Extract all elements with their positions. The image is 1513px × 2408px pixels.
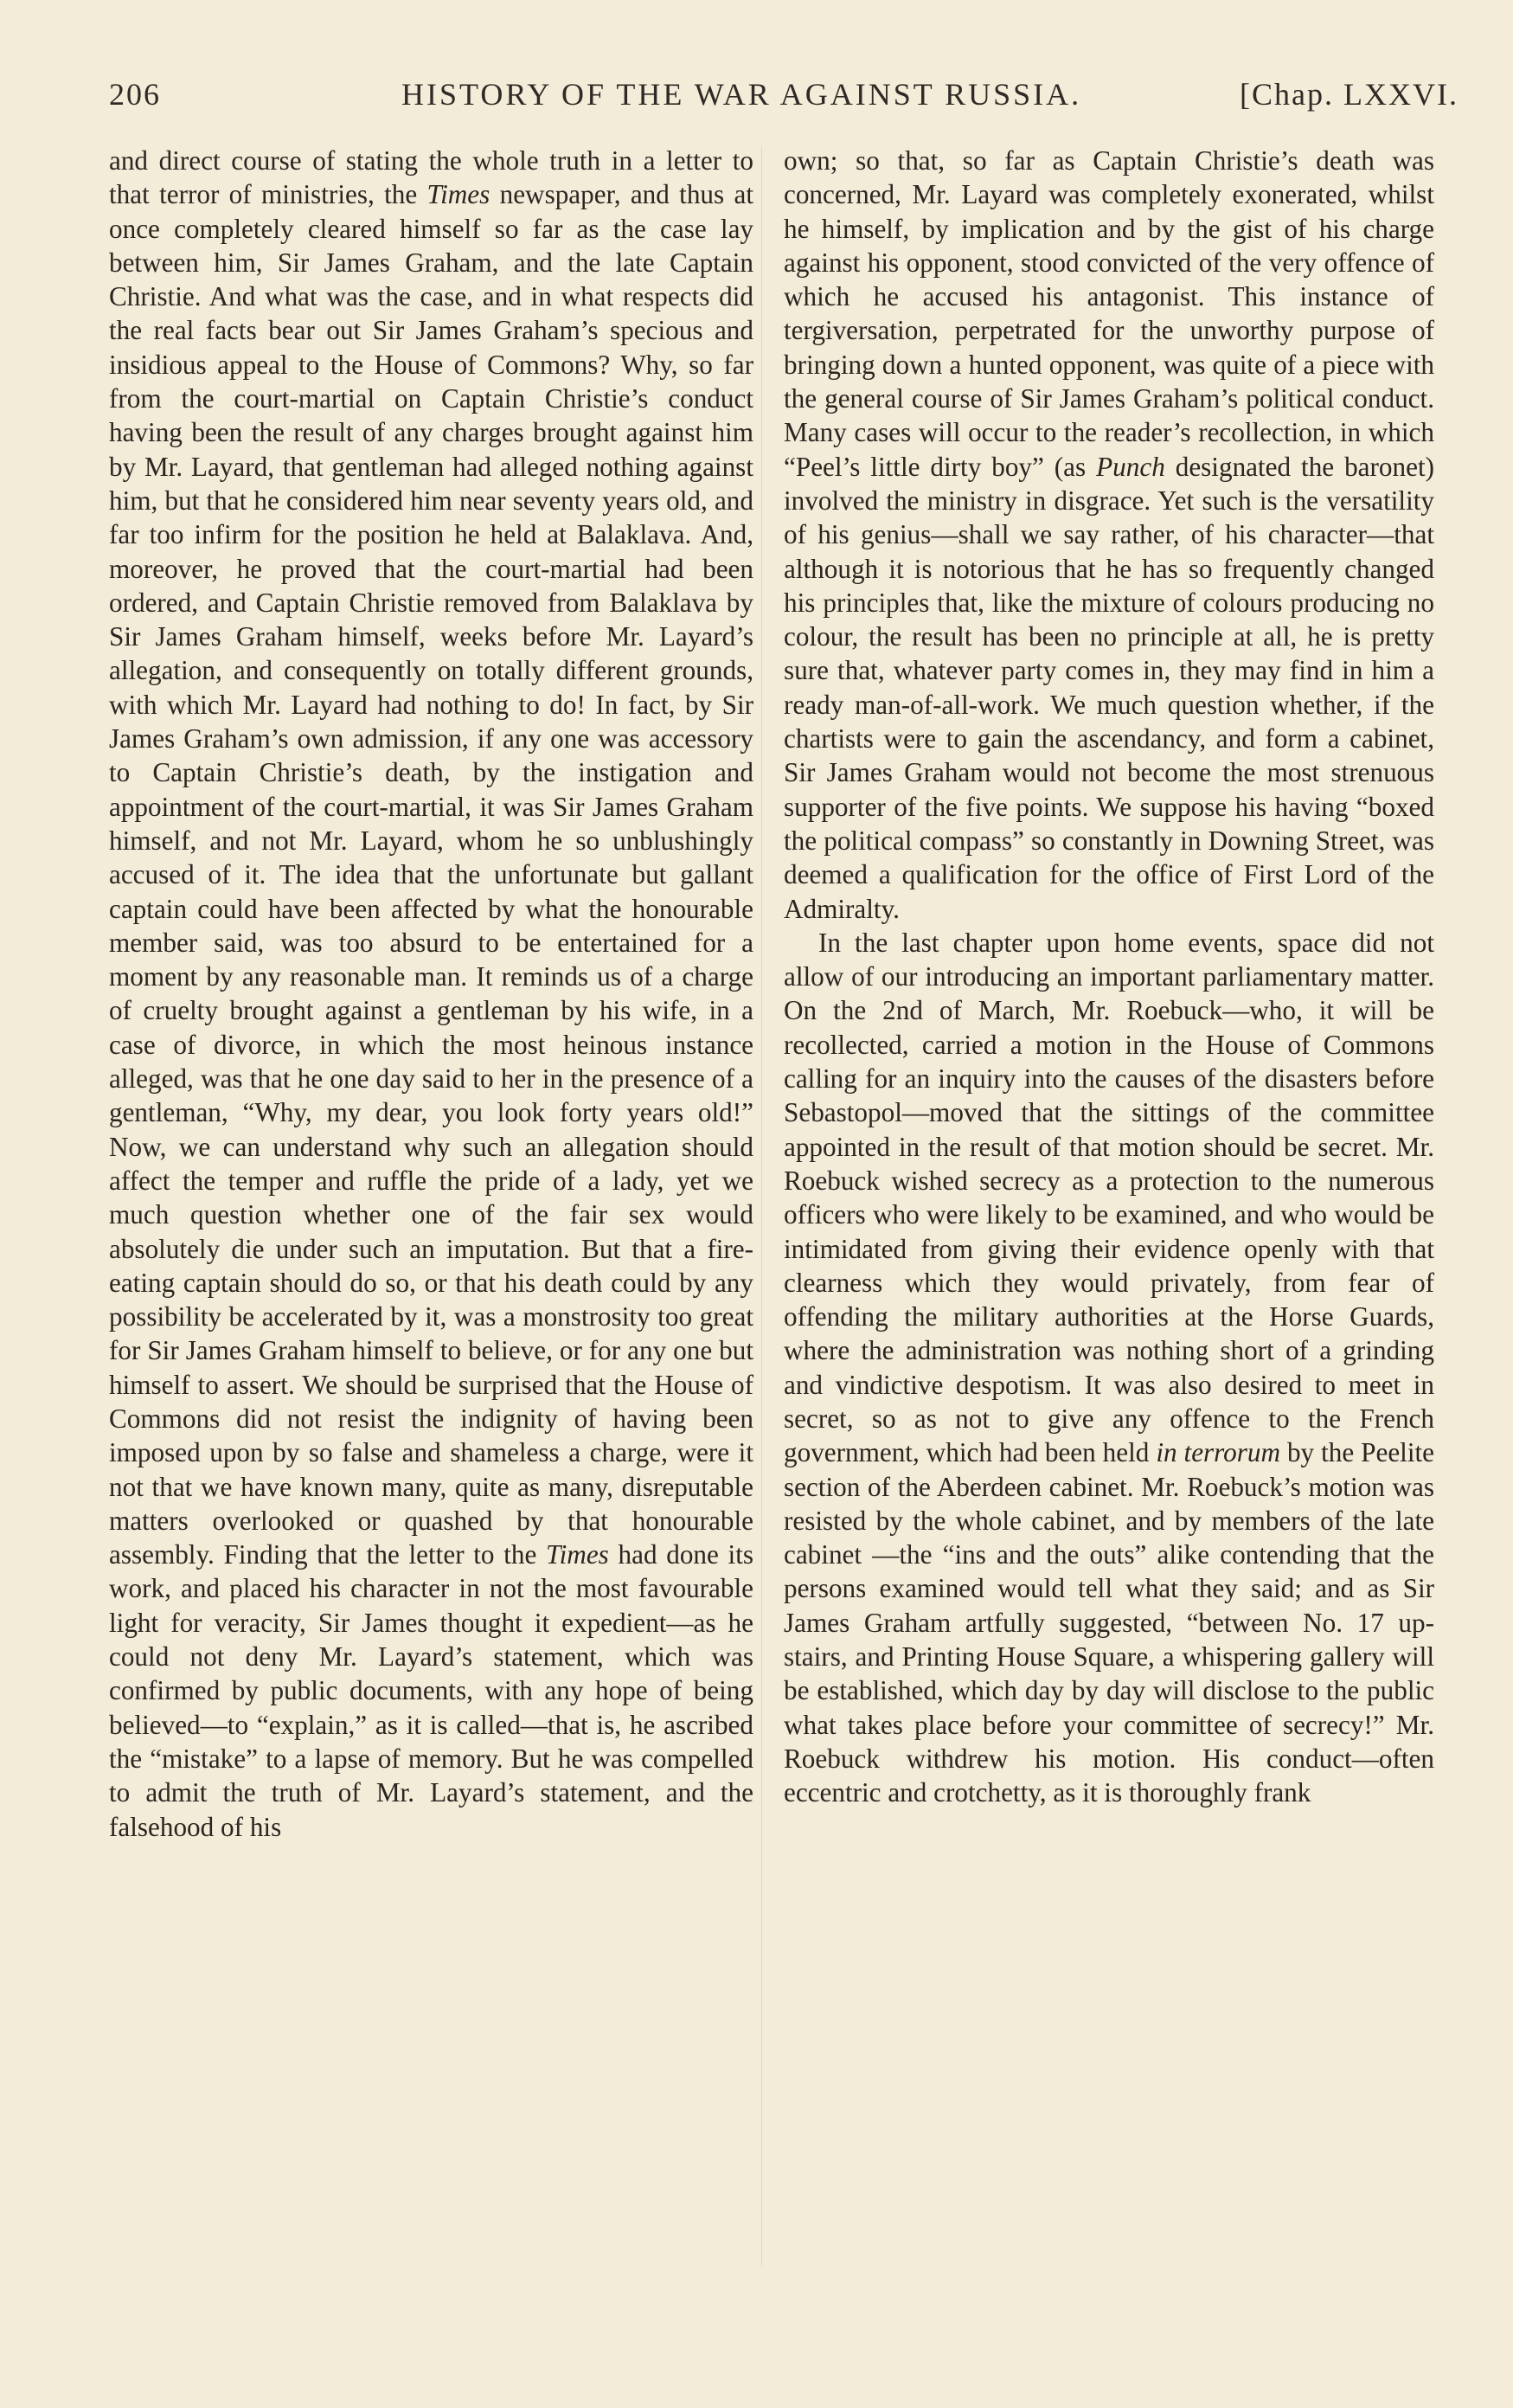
right-paragraph-2 [784,926,1434,1810]
text-run: newspaper, and thus at once completely cleared himself so far as the case lay between him, Sir James Graham, and the late Captain Christie. And what was the case, and in what respects did the real facts bear out Sir James Graham’s specious and insidious appeal to the House of Commons? Why, so far from the court-martial on Captain Christie’s conduct having been the result of any charges brought against him by Mr. Layard, that gentleman had alleged nothing against him, but that he considered him near seventy years old, and far too infirm for the position he held at Balaklava. And, moreover, he proved that the court-martial had been ordered, and Captain Christie removed from Balaklava by Sir James Graham himself, weeks before Mr. Layard’s allegation, and consequently on totally different grounds, with which Mr. Layard had nothing to do! In fact, by Sir James Graham’s own admission, if any one was accessory to Captain Christie’s death, by the instigation and appointment of the court-martial, it was Sir James Graham himself, and not Mr. Layard, whom he so unblushingly accused of it. The idea that the unfortunate but gallant captain could have been affected by what the honourable member said, was too absurd to be entertained for a moment by any reasonable man. It reminds us of a charge of cruelty brought against a gentleman by his wife, in a case of divorce, in which the most heinous instance alleged, was that he one day said to her in the presence of a gentleman, “Why, my dear, you look forty years old!” Now, we can understand why such an allegation should affect the temper and ruffle the pride of a lady, yet we much question whether one of the fair sex would absolutely die under such an imputation. But that a fire-eating captain should do so, or that his death could by any possibility be accelerated by it, was a monstrosity too great for Sir James Graham himself to believe, or for any one but himself to assert. We should be surprised that the House of Commons did not resist the indignity of having been imposed upon by so false and shameless a charge, were it not that we have known many, quite as many, disreputable matters overlooked or quashed by that honourable assembly. Finding that the letter to the [109,179,753,1570]
left-column [109,144,753,1844]
column-divider [761,147,762,2267]
text-run: by the Peelite section of the Aberdeen cabinet. Mr. Roebuck’s motion was resisted by the whole cabinet, and by members of the late cabinet —the “ins and the outs” alike contending that the persons examined would tell what they said; and as Sir James Graham artfully suggested, “between No. 17 up-stairs, and Printing House Square, a whispering gallery will be established, which day by day will disclose to the public what takes place before your committee of secrecy!” Mr. Roebuck withdrew his motion. His conduct—often eccentric and crotchetty, as it is thoroughly frank [784,1437,1435,1808]
text-run: In the last chapter upon home events, space did not allow of our introducing an important parliamentary matter. On the 2nd of March, Mr. Roebuck—who, it will be recollected, carried a motion in the House of Commons calling for an inquiry into the causes of the disasters before Sebastopol—moved that the sittings of the committee appointed in the result of that motion should be secret. Mr. Roebuck wished secrecy as a protection to the numerous officers who were likely to be examined, and who would be intimidated from giving their evidence openly with that clearness which they would privately, from fear of offending the military authorities at the Horse Guards, where the administration was nothing short of a grinding and vindictive despotism. It was also desired to meet in secret, so as not to give any offence to the French government, which had been held [784,927,1434,1468]
text-run: own; so that, so far as Captain Christie’s death was concerned, Mr. Layard was completely exonerated, whilst he himself, by implication and by the gist of his charge against his opponent, stood convicted of the very offence of which he accused his antagonist. This instance of tergiversation, perpetrated for the unworthy purpose of bringing down a hunted opponent, was quite of a piece with the general course of Sir James Graham’s political conduct. Many cases will occur to the reader’s recollection, in which “Peel’s little dirty boy” (as [784,145,1434,482]
running-title: HISTORY OF THE WAR AGAINST RUSSIA. [401,77,1082,112]
italic-title-times: Times [426,179,490,210]
right-paragraph-1 [784,144,1434,926]
left-paragraph-1 [109,144,753,1844]
text-run: had done its work, and placed his character in not the most favourable light for veracity, Sir James thought it expedient—as he could not deny Mr. Layard’s statement, which was confirmed by public documents, with any hope of being believed—to “explain,” as it is called—that is, he ascribed the “mistake” to a lapse of memory. But he was compelled to admit the truth of Mr. Layard’s statement, and the falsehood of his [109,1539,754,1842]
text-run: and direct course of stating the whole truth in a letter to that terror of ministries, the [109,145,753,210]
italic-title-punch: Punch [1096,451,1165,482]
right-column [784,144,1434,1810]
text-run: designated the baronet) involved the ministry in disgrace. Yet such is the versatility of his genius—shall we say rather, of his character—that although it is notorious that he has so frequently changed his principles that, like the mixture of colours producing no colour, the result has been no principle at all, he is pretty sure that, whatever party comes in, they may find in him a ready man-of-all-work. We much question whether, if the chartists were to gain the ascendancy, and form a cabinet, Sir James Graham would not become the most strenuous supporter of the five points. We suppose his having “boxed the political compass” so constantly in Downing Street, was deemed a qualification for the office of First Lord of the Admiralty. [784,451,1434,924]
italic-phrase: in terrorum [1156,1437,1281,1468]
page-number: 206 [109,77,161,112]
italic-title-times: Times [546,1539,609,1570]
chapter-label: [Chap. LXXVI. [1240,77,1459,112]
running-header [109,76,1459,119]
